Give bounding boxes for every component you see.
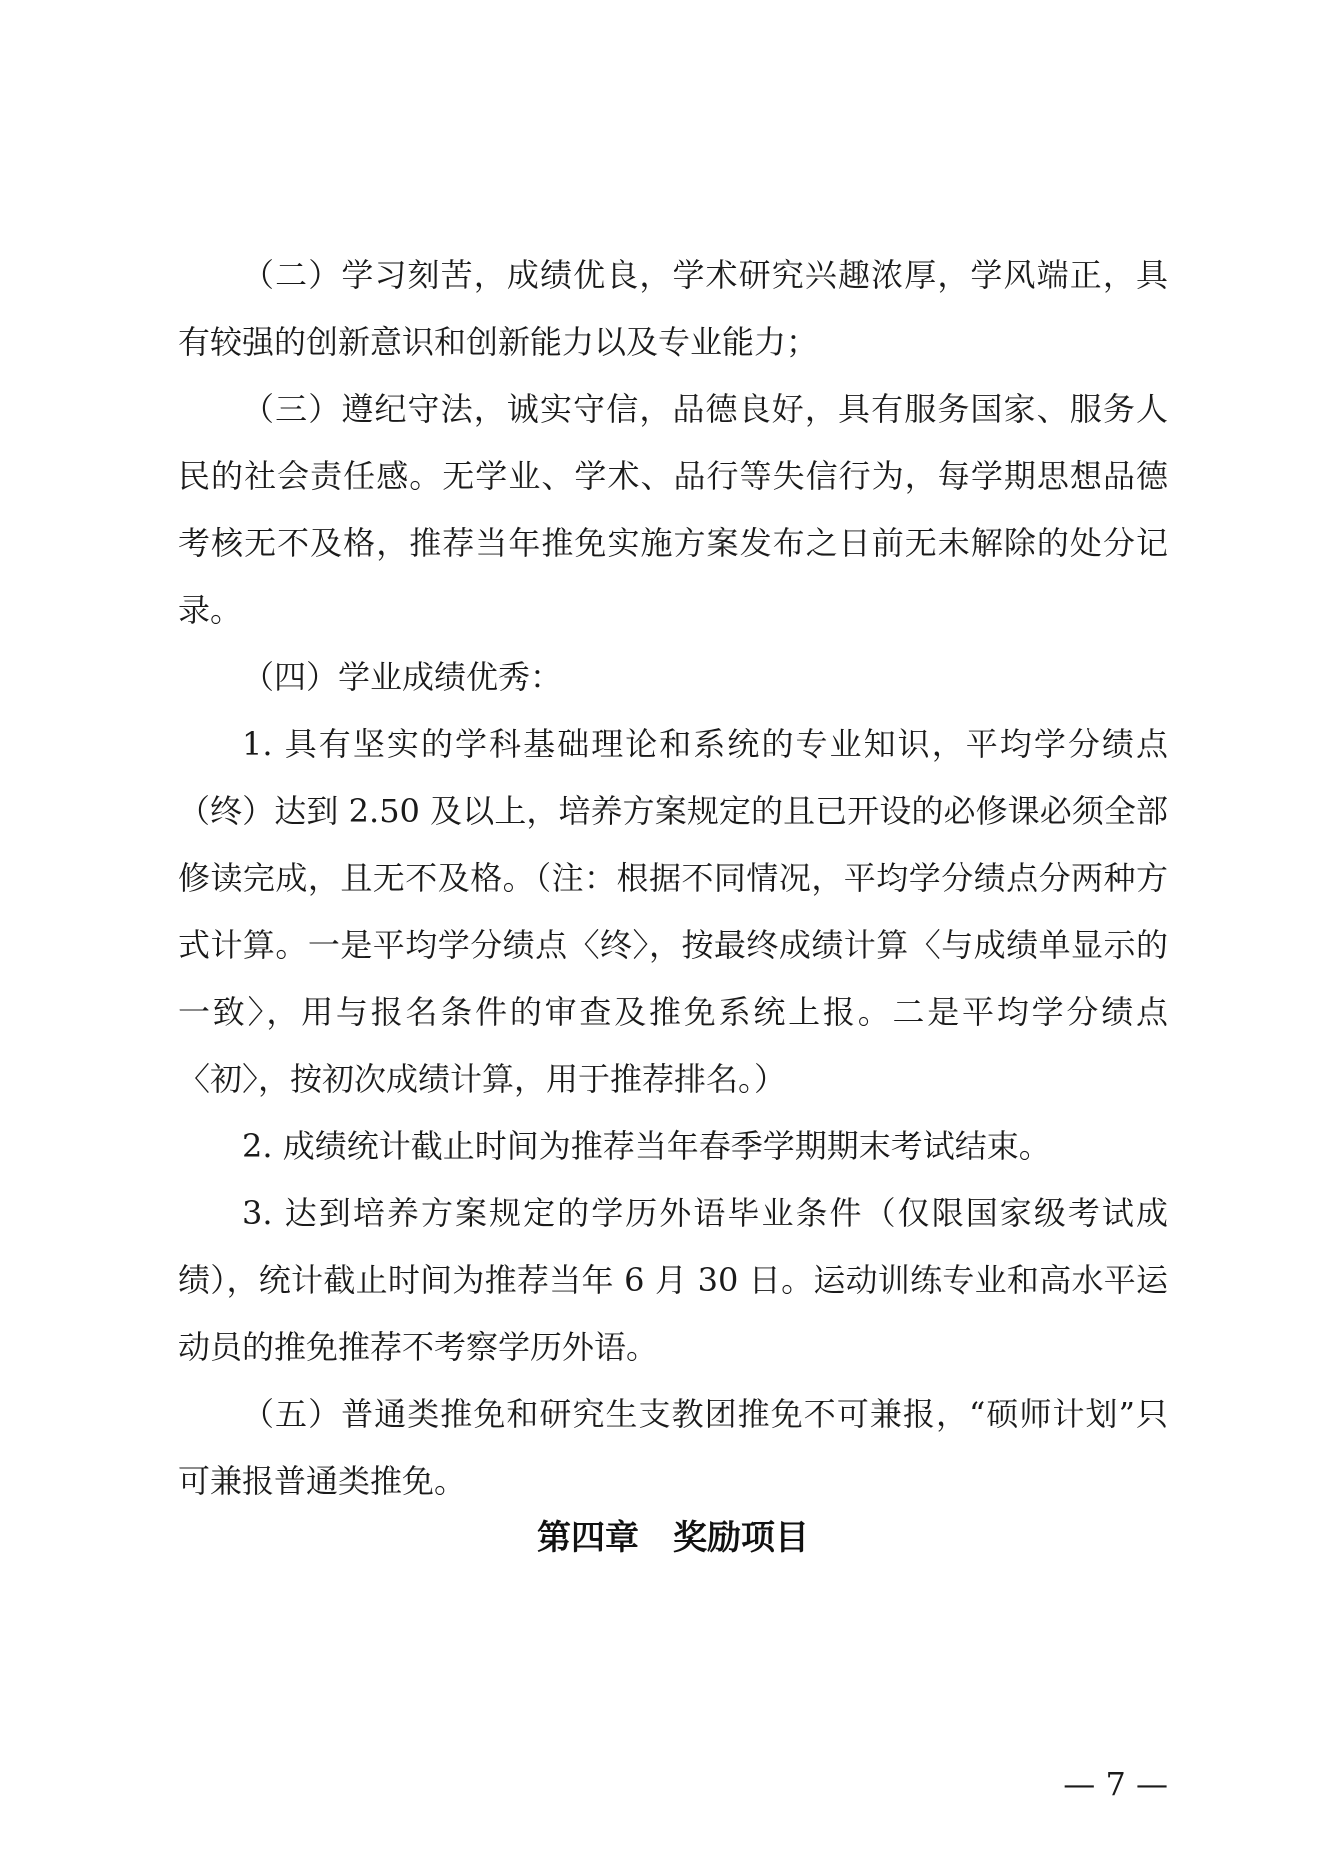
chapter-heading: 第四章 奖励项目 — [537, 1518, 809, 1558]
paragraph-2: （二）学习刻苦，成绩优良，学术研究兴趣浓厚，学风端正，具有较强的创新意识和创新能力以及专业能力； — [178, 256, 1168, 361]
paragraph-5: （五）普通类推免和研究生支教团推免不可兼报，“硕师计划”只可兼报普通类推免。 — [178, 1395, 1168, 1500]
body-text — [178, 242, 1168, 1515]
page-number: — 7 — — [1063, 1765, 1168, 1803]
paragraph-4-item-1: 1. 具有坚实的学科基础理论和系统的专业知识，平均学分绩点（终）达到 2.50 及以上，培养方案规定的且已开设的必修课必须全部修读完成，且无不及格。（注：根据不同情况，平均学分绩点分两种方式计算。一是平均学分绩点〈终〉，按最终成绩计算〈与成绩单显示的一致〉，用与报名条件的审查及推免系统上报。二是平均学分绩点〈初〉，按初次成绩计算，用于推荐排名。） — [178, 725, 1168, 1098]
paragraph-4-item-3: 3. 达到培养方案规定的学历外语毕业条件（仅限国家级考试成绩），统计截止时间为推荐当年 6 月 30 日。运动训练专业和高水平运动员的推免推荐不考察学历外语。 — [178, 1194, 1168, 1366]
paragraph-4: （四）学业成绩优秀： — [242, 658, 563, 696]
paragraph-3: （三）遵纪守法，诚实守信，品德良好，具有服务国家、服务人民的社会责任感。无学业、学术、品行等失信行为，每学期思想品德考核无不及格，推荐当年推免实施方案发布之日前无未解除的处分记录。 — [178, 390, 1168, 629]
paragraph-4-item-2: 2. 成绩统计截止时间为推荐当年春季学期期末考试结束。 — [242, 1127, 1051, 1165]
